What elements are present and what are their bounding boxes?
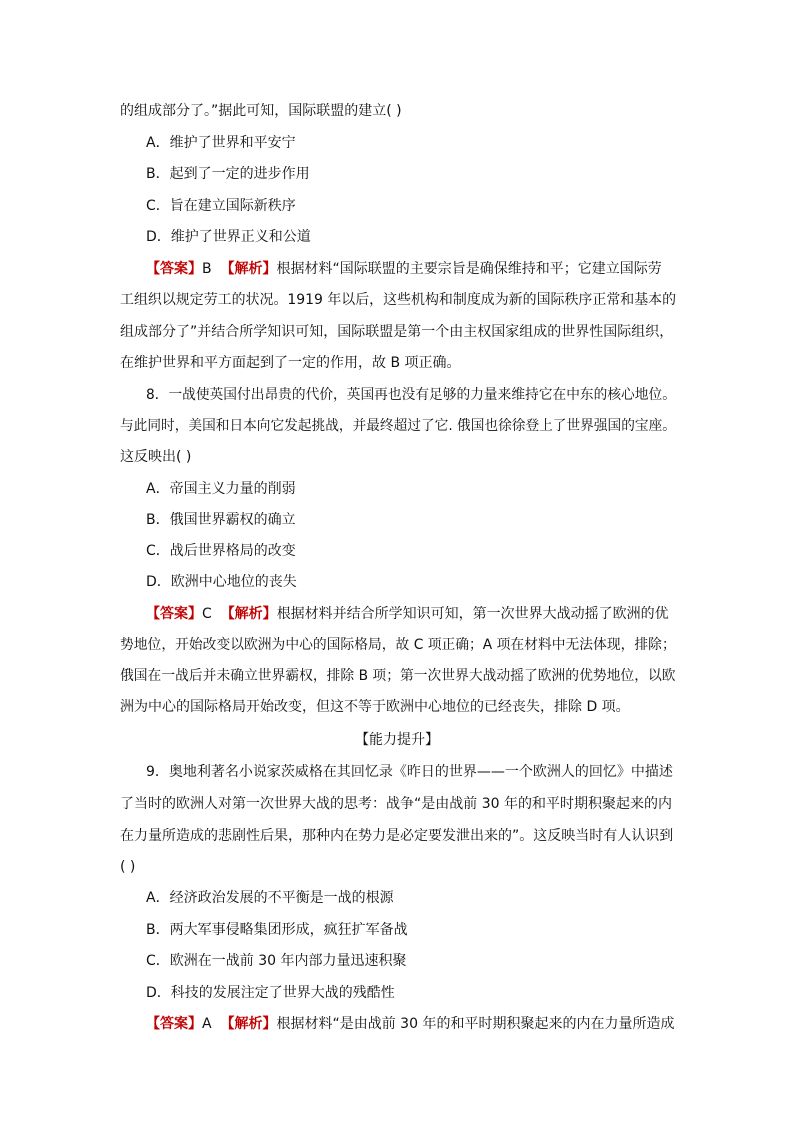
q9-answer-value: A — [202, 1016, 212, 1032]
q9-option-d: D．科技的发展注定了世界大战的残酷性 — [146, 985, 395, 1001]
q9-option-c: C．欧洲在一战前 30 年内部力量迅速积聚 — [146, 953, 407, 969]
q7-option-d: D．维护了世界正义和公道 — [146, 229, 311, 245]
q9-answer-label: 【答案】 — [146, 1016, 202, 1032]
q8-answer-line — [146, 604, 669, 624]
q9-stem-line-2: 了当时的欧洲人对第一次世界大战的思考：战争“是由战前 30 年的和平时期积聚起来的内 — [120, 796, 672, 812]
q7-option-c: C．旨在建立国际新秩序 — [146, 198, 296, 214]
q7-analysis-line-2: 工组织以规定劳工的状况。1919 年以后，这些机构和制度成为新的国际秩序正常和基本的 — [120, 292, 677, 308]
q7-answer-label: 【答案】 — [146, 261, 202, 277]
q7-option-b: B．起到了一定的进步作用 — [146, 166, 310, 182]
q8-option-a: A．帝国主义力量的削弱 — [146, 481, 296, 497]
q7-answer-line — [146, 259, 662, 279]
q9-analysis-first: 根据材料“是由战前 30 年的和平时期积聚起来的内在力量所造成 — [276, 1016, 675, 1032]
q8-option-d: D．欧洲中心地位的丧失 — [146, 574, 297, 590]
q7-analysis-label: 【解析】 — [220, 261, 277, 277]
q8-stem-line-1: 8．一战使英国付出昂贵的代价，英国再也没有足够的力量来维持它在中东的核心地位。 — [146, 387, 676, 403]
q9-stem-line-3: 在力量所造成的悲剧性后果，那种内在势力是必定要发泄出来的”。这反映当时有人认识到 — [120, 828, 674, 844]
q7-analysis-first: 根据材料“国际联盟的主要宗旨是确保维持和平；它建立国际劳 — [276, 261, 662, 277]
q9-option-b: B．两大军事侵略集团形成，疯狂扩军备战 — [146, 922, 408, 938]
q8-option-b: B．俄国世界霸权的确立 — [146, 512, 296, 528]
q8-stem-line-2: 与此同时，美国和日本向它发起挑战，并最终超过了它. 俄国也徐徐登上了世界强国的宝座。 — [120, 418, 676, 434]
q8-analysis-line-2: 势地位，开始改变以欧洲为中心的国际格局，故 C 项正确；A 项在材料中无法体现，排除； — [120, 637, 676, 653]
q8-analysis-label: 【解析】 — [220, 606, 277, 622]
q8-analysis-line-4: 洲为中心的国际格局开始改变，但这不等于欧洲中心地位的已经丧失，排除 D 项。 — [120, 699, 630, 715]
section-title: 【能力提升】 — [355, 732, 439, 748]
q9-answer-line — [146, 1014, 674, 1034]
q7-analysis-line-3: 组成部分了”并结合所学知识可知，国际联盟是第一个由主权国家组成的世界性国际组织， — [120, 324, 674, 340]
q8-analysis-first: 根据材料并结合所学知识可知，第一次世界大战动摇了欧洲的优 — [276, 606, 669, 622]
q7-analysis-line-4: 在维护世界和平方面起到了一定的作用，故 B 项正确。 — [120, 355, 461, 371]
q8-answer-label: 【答案】 — [146, 606, 202, 622]
q8-option-c: C．战后世界格局的改变 — [146, 543, 296, 559]
q8-analysis-line-3: 俄国在一战后并未确立世界霸权，排除 B 项；第一次世界大战动摇了欧洲的优势地位，以欧 — [120, 668, 676, 684]
q8-answer-value: C — [202, 606, 212, 622]
q7-stem-tail: 的组成部分了。”据此可知，国际联盟的建立( ) — [120, 103, 402, 119]
q9-analysis-label: 【解析】 — [220, 1016, 277, 1032]
q8-stem-line-3: 这反映出( ) — [120, 449, 192, 465]
q9-stem-line-4: ( ) — [120, 859, 136, 875]
q9-stem-line-1: 9．奥地利著名小说家茨威格在其回忆录《昨日的世界——一个欧洲人的回忆》中描述 — [146, 764, 673, 780]
q7-answer-value: B — [202, 261, 212, 277]
q7-option-a: A．维护了世界和平安宁 — [146, 135, 296, 151]
q9-option-a: A．经济政治发展的不平衡是一战的根源 — [146, 890, 394, 906]
